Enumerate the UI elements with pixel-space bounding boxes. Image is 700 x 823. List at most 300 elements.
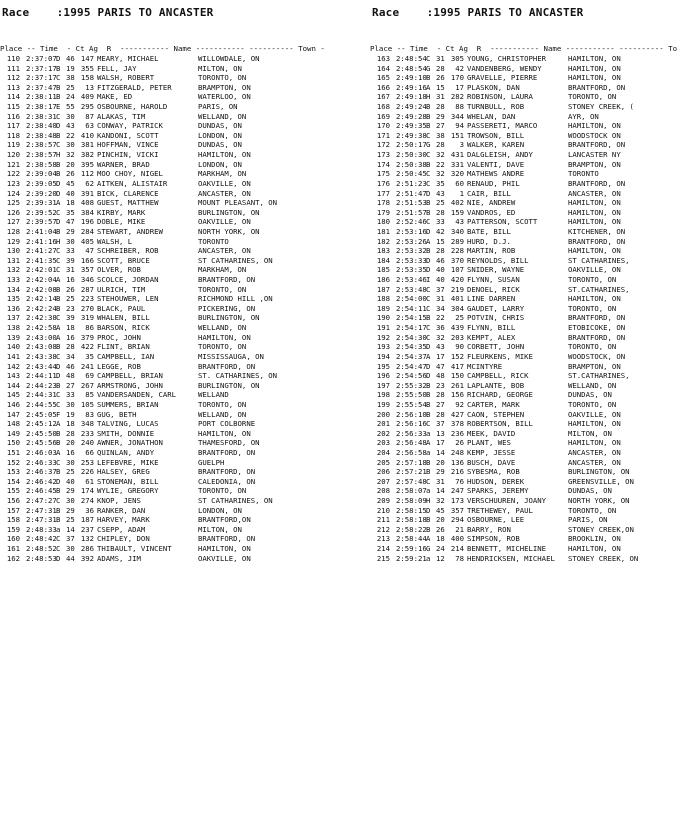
- cell-place: 131: [6, 255, 20, 265]
- cell-ct: I: [426, 275, 431, 285]
- cell-time: 2:42:24: [26, 303, 57, 313]
- cell-name: FELL, JAY: [97, 63, 137, 73]
- cell-time: 2:38:31: [26, 111, 57, 121]
- cell-place: 145: [6, 390, 20, 400]
- cell-time: 2:38:57: [26, 140, 57, 150]
- cell-ct: G: [426, 140, 431, 150]
- cell-ct: C: [426, 323, 431, 333]
- cell-time: 2:39:20: [26, 188, 57, 198]
- cell-place: 137: [6, 313, 20, 323]
- cell-bib: 305: [450, 54, 464, 63]
- cell-name: KNOP, JENS: [97, 496, 141, 506]
- cell-bib: 158: [80, 73, 94, 83]
- cell-town: WELLAND: [198, 390, 229, 400]
- cell-name: QUINLAN, ANDY: [97, 447, 155, 457]
- cell-time: 2:43:08: [26, 342, 57, 352]
- cell-ag: 40: [436, 265, 445, 275]
- cell-time: 2:55:54: [396, 399, 427, 409]
- cell-ag: 25: [66, 467, 75, 477]
- cell-ct: D: [426, 265, 431, 275]
- cell-name: WHALEN, BILL: [97, 313, 150, 323]
- cell-bib: 286: [80, 544, 94, 554]
- cell-name: MEEK, DAVID: [467, 428, 516, 438]
- cell-ag: 30: [66, 236, 75, 246]
- cell-place: 189: [376, 303, 390, 313]
- cell-ag: 23: [436, 380, 445, 390]
- cell-bib: 42: [455, 63, 464, 73]
- cell-bib: 261: [450, 380, 464, 390]
- cell-town: WATERLOO, ON: [198, 92, 251, 102]
- cell-name: MEARY, MICHAEL: [97, 54, 159, 63]
- cell-bib: 391: [80, 188, 94, 198]
- cell-bib: 66: [85, 447, 94, 457]
- cell-name: LEFEBVRE, MIKE: [97, 457, 159, 467]
- cell-place: 153: [6, 467, 20, 477]
- cell-ct: C: [56, 534, 61, 544]
- cell-bib: 25: [455, 313, 464, 323]
- cell-place: 157: [6, 505, 20, 515]
- cell-ct: C: [426, 419, 431, 429]
- cell-name: KEMP, JESSE: [467, 447, 516, 457]
- cell-name: MCINTYRE: [467, 361, 503, 371]
- cell-ct: B: [426, 457, 431, 467]
- cell-place: 138: [6, 323, 20, 333]
- cell-town: OAKVILLE, ON: [198, 217, 251, 227]
- cell-ct: D: [56, 361, 61, 371]
- cell-bib: 370: [450, 255, 464, 265]
- cell-name: PATTERSON, SCOTT: [467, 217, 538, 227]
- cell-time: 2:58:18: [396, 515, 427, 525]
- cell-ct: C: [426, 169, 431, 179]
- cell-name: KIRBY, MARK: [97, 207, 146, 217]
- cell-town: DUNDAS, ON: [568, 486, 612, 496]
- cell-ct: D: [426, 226, 431, 236]
- cell-ct: D: [426, 505, 431, 515]
- cell-name: TROWSON, BILL: [467, 130, 525, 140]
- cell-bib: 87: [85, 111, 94, 121]
- cell-time: 2:49:16: [396, 82, 427, 92]
- cell-ag: 18: [66, 323, 75, 333]
- cell-time: 2:44:11: [26, 371, 57, 381]
- cell-bib: 340: [450, 226, 464, 236]
- cell-town: BURLINGTON, ON: [198, 313, 260, 323]
- cell-bib: 94: [455, 121, 464, 131]
- cell-ag: 48: [436, 371, 445, 381]
- cell-time: 2:43:44: [26, 361, 57, 371]
- cell-time: 2:49:24: [396, 102, 427, 112]
- cell-ct: C: [426, 150, 431, 160]
- cell-bib: 83: [85, 409, 94, 419]
- cell-ct: D: [56, 476, 61, 486]
- cell-time: 2:38:40: [26, 121, 57, 131]
- cell-name: STEHOUWER, LEN: [97, 294, 159, 304]
- cell-ag: 26: [66, 169, 75, 179]
- cell-time: 2:42:38: [26, 313, 57, 323]
- cell-bib: 78: [455, 553, 464, 563]
- cell-town: NORTH YORK, ON: [568, 496, 630, 506]
- cell-time: 2:37:47: [26, 82, 57, 92]
- cell-bib: 409: [80, 92, 94, 102]
- cell-name: MATHEWS ANDRE: [467, 169, 525, 179]
- cell-time: 2:44:31: [26, 390, 57, 400]
- cell-bib: 400: [450, 534, 464, 544]
- cell-ct: D: [426, 255, 431, 265]
- cell-ct: C: [426, 476, 431, 486]
- cell-ag: 31: [66, 265, 75, 275]
- cell-time: 2:51:23: [396, 178, 427, 188]
- cell-town: TORONTO, ON: [568, 342, 617, 352]
- cell-time: 2:42:08: [26, 284, 57, 294]
- cell-name: LEGGE, ROB: [97, 361, 141, 371]
- cell-place: 187: [376, 284, 390, 294]
- cell-time: 2:50:38: [396, 159, 427, 169]
- cell-ag: 32: [436, 332, 445, 342]
- cell-place: 120: [6, 150, 20, 160]
- cell-place: 130: [6, 246, 20, 256]
- cell-name: GRAVELLE, PIERRE: [467, 73, 538, 83]
- cell-town: ANCASTER, ON: [568, 188, 621, 198]
- cell-town: TORONTO: [568, 169, 599, 179]
- cell-place: 212: [376, 524, 390, 534]
- cell-place: 168: [376, 102, 390, 112]
- cell-bib: 402: [450, 198, 464, 208]
- cell-ct: A: [426, 438, 431, 448]
- cell-name: HARVEY, MARK: [97, 515, 150, 525]
- cell-town: TORONTO: [198, 236, 229, 246]
- cell-bib: 17: [455, 82, 464, 92]
- cell-bib: 216: [450, 467, 464, 477]
- cell-bib: 136: [450, 457, 464, 467]
- cell-name: ADAMS, JIM: [97, 553, 141, 563]
- cell-place: 156: [6, 496, 20, 506]
- cell-ct: A: [56, 447, 61, 457]
- cell-place: 118: [6, 130, 20, 140]
- cell-place: 184: [376, 255, 390, 265]
- cell-ag: 31: [436, 476, 445, 486]
- cell-bib: 267: [80, 380, 94, 390]
- cell-town: BURLINGTON, ON: [198, 207, 260, 217]
- cell-place: 206: [376, 467, 390, 477]
- cell-town: TORONTO, ON: [568, 303, 617, 313]
- cell-place: 177: [376, 188, 390, 198]
- cell-place: 165: [376, 73, 390, 83]
- cell-name: DALGLEISH, ANDY: [467, 150, 533, 160]
- cell-ag: 16: [66, 332, 75, 342]
- cell-ag: 40: [436, 275, 445, 285]
- cell-bib: 422: [80, 342, 94, 352]
- cell-bib: 282: [450, 92, 464, 102]
- cell-time: 2:41:16: [26, 236, 57, 246]
- cell-ct: B: [56, 169, 61, 179]
- race-title: Race :1995 PARIS TO ANCASTER: [372, 6, 584, 19]
- cell-town: STONEY CREEK, ON: [568, 553, 639, 563]
- cell-place: 132: [6, 265, 20, 275]
- cell-ct: B: [56, 342, 61, 352]
- cell-ct: C: [56, 207, 61, 217]
- cell-time: 2:39:52: [26, 207, 57, 217]
- cell-ct: B: [426, 409, 431, 419]
- cell-place: 135: [6, 294, 20, 304]
- cell-ct: B: [56, 226, 61, 236]
- cell-ag: 40: [66, 188, 75, 198]
- cell-bib: 405: [80, 236, 94, 246]
- cell-town: BRANTFORD, ON: [198, 447, 256, 457]
- cell-ct: a: [426, 447, 431, 457]
- cell-time: 2:56:16: [396, 419, 427, 429]
- cell-ct: B: [56, 82, 61, 92]
- cell-ct: C: [56, 111, 61, 121]
- cell-ct: B: [426, 399, 431, 409]
- cell-name: VANDERSANDEN, CARL: [97, 390, 177, 400]
- cell-time: 2:51:47: [396, 188, 427, 198]
- cell-time: 2:48:53: [26, 553, 57, 563]
- cell-time: 2:49:35: [396, 121, 427, 131]
- cell-ct: C: [426, 303, 431, 313]
- cell-time: 2:38:17: [26, 102, 57, 112]
- cell-bib: 233: [80, 428, 94, 438]
- cell-ag: 28: [66, 342, 75, 352]
- cell-time: 2:54:17: [396, 323, 427, 333]
- cell-ct: C: [426, 217, 431, 227]
- cell-ag: 30: [66, 111, 75, 121]
- cell-town: BRANTFORD, ON: [198, 534, 256, 544]
- cell-town: HAMILTON, ON: [568, 198, 621, 208]
- cell-ct: D: [426, 188, 431, 198]
- cell-name: FITZGERALD, PETER: [97, 82, 172, 92]
- cell-ct: B: [426, 111, 431, 121]
- cell-town: HAMILTON, ON: [568, 438, 621, 448]
- cell-bib: 112: [80, 169, 94, 179]
- cell-town: THAMESFORD, ON: [198, 438, 260, 448]
- cell-place: 127: [6, 217, 20, 227]
- cell-town: BRANTFORD, ON: [568, 82, 626, 92]
- cell-name: MAKE, ED: [97, 92, 133, 102]
- cell-ag: 14: [66, 524, 75, 534]
- cell-bib: 295: [80, 102, 94, 112]
- cell-ag: 26: [436, 524, 445, 534]
- cell-name: HUDSON, DEREK: [467, 476, 525, 486]
- cell-ct: C: [426, 294, 431, 304]
- cell-town: WOODSTOCK, ON: [568, 351, 626, 361]
- cell-place: 123: [6, 178, 20, 188]
- cell-ag: 29: [66, 486, 75, 496]
- cell-town: ANCASTER, ON: [568, 447, 621, 457]
- cell-time: 2:48:33: [26, 524, 57, 534]
- cell-town: MISSISSAUGA, ON: [198, 351, 264, 361]
- cell-ag: 45: [436, 505, 445, 515]
- cell-time: 2:53:26: [396, 236, 427, 246]
- cell-bib: 219: [450, 284, 464, 294]
- cell-ag: 16: [66, 447, 75, 457]
- cell-place: 128: [6, 226, 20, 236]
- cell-ag: 30: [66, 544, 75, 554]
- cell-name: PINCHIN, VICKI: [97, 150, 159, 160]
- cell-town: STONEY CREEK,ON: [568, 524, 634, 534]
- cell-ct: C: [56, 457, 61, 467]
- cell-ag: 39: [66, 255, 75, 265]
- cell-ag: 31: [436, 92, 445, 102]
- cell-time: 2:53:35: [396, 265, 427, 275]
- cell-ct: A: [56, 332, 61, 342]
- cell-ct: a: [426, 553, 431, 563]
- cell-name: DENOEL, RICK: [467, 284, 520, 294]
- cell-place: 126: [6, 207, 20, 217]
- cell-place: 117: [6, 121, 20, 131]
- cell-ct: B: [56, 380, 61, 390]
- cell-ag: 17: [436, 351, 445, 361]
- cell-name: BENNETT, MICHELINE: [467, 544, 547, 554]
- cell-place: 210: [376, 505, 390, 515]
- cell-ag: 28: [436, 246, 445, 256]
- cell-ct: B: [426, 246, 431, 256]
- cell-ag: 25: [66, 294, 75, 304]
- cell-time: 2:39:04: [26, 169, 57, 179]
- cell-place: 111: [6, 63, 20, 73]
- cell-town: LANCASTER NY: [568, 150, 621, 160]
- cell-place: 201: [376, 419, 390, 429]
- cell-place: 114: [6, 92, 20, 102]
- cell-place: 183: [376, 246, 390, 256]
- cell-ct: B: [426, 159, 431, 169]
- cell-bib: 88: [455, 102, 464, 112]
- cell-place: 175: [376, 169, 390, 179]
- cell-name: ROBERTSON, BILL: [467, 419, 533, 429]
- cell-town: WOODSTOCK ON: [568, 130, 621, 140]
- cell-town: BRAMPTON, ON: [568, 159, 621, 169]
- cell-time: 2:50:45: [396, 169, 427, 179]
- results-page-right: [350, 0, 700, 823]
- cell-town: PARIS, ON: [568, 515, 608, 525]
- cell-time: 2:53:32: [396, 246, 427, 256]
- cell-name: POTVIN, CHRIS: [467, 313, 525, 323]
- cell-town: BURLINGTON, ON: [568, 467, 630, 477]
- cell-name: OSBOURNE, LEE: [467, 515, 525, 525]
- cell-time: 2:49:10: [396, 73, 427, 83]
- cell-place: 122: [6, 169, 20, 179]
- cell-name: WYLIE, GREGORY: [97, 486, 159, 496]
- cell-time: 2:58:15: [396, 505, 427, 515]
- cell-ag: 30: [66, 140, 75, 150]
- cell-place: 182: [376, 236, 390, 246]
- cell-bib: 47: [85, 246, 94, 256]
- cell-ct: E: [56, 102, 61, 112]
- cell-place: 213: [376, 534, 390, 544]
- cell-name: WALSH, ROBERT: [97, 73, 155, 83]
- cell-name: CAMPBELL, RICK: [467, 371, 529, 381]
- cell-ct: a: [426, 486, 431, 496]
- cell-time: 2:51:57: [396, 207, 427, 217]
- cell-town: TORONTO, ON: [198, 342, 247, 352]
- cell-time: 2:57:48: [396, 476, 427, 486]
- cell-name: WHELAN, DAN: [467, 111, 516, 121]
- cell-time: 2:48:54: [396, 63, 427, 73]
- cell-ct: B: [426, 467, 431, 477]
- cell-ct: B: [56, 63, 61, 73]
- cell-time: 2:39:31: [26, 198, 57, 208]
- cell-place: 191: [376, 323, 390, 333]
- cell-ct: A: [56, 275, 61, 285]
- cell-ct: D: [56, 371, 61, 381]
- cell-town: PORT COLBORNE: [198, 419, 256, 429]
- cell-time: 2:54:00: [396, 294, 427, 304]
- cell-place: 200: [376, 409, 390, 419]
- cell-time: 2:53:46: [396, 275, 427, 285]
- cell-time: 2:43:38: [26, 351, 57, 361]
- cell-time: 2:46:45: [26, 486, 57, 496]
- cell-bib: 287: [80, 284, 94, 294]
- cell-ag: 29: [66, 505, 75, 515]
- cell-time: 2:41:04: [26, 226, 57, 236]
- cell-place: 139: [6, 332, 20, 342]
- cell-place: 167: [376, 92, 390, 102]
- cell-town: HAMILTON, ON: [198, 150, 251, 160]
- cell-ag: 22: [436, 313, 445, 323]
- cell-ct: A: [426, 534, 431, 544]
- cell-bib: 203: [450, 332, 464, 342]
- cell-ct: B: [426, 515, 431, 525]
- cell-time: 2:37:17: [26, 73, 57, 83]
- cell-ag: 28: [436, 390, 445, 400]
- cell-ag: 24: [66, 92, 75, 102]
- cell-bib: 346: [80, 275, 94, 285]
- cell-ct: A: [426, 351, 431, 361]
- cell-ag: 19: [66, 409, 75, 419]
- cell-time: 2:56:48: [396, 438, 427, 448]
- cell-town: ST.CATHARINES,: [568, 371, 630, 381]
- cell-ct: B: [56, 294, 61, 304]
- cell-place: 199: [376, 399, 390, 409]
- cell-time: 2:51:53: [396, 198, 427, 208]
- cell-town: BRANTFORD, ON: [568, 332, 626, 342]
- cell-place: 180: [376, 217, 390, 227]
- cell-ag: 34: [66, 351, 75, 361]
- cell-name: VANDROS, ED: [467, 207, 516, 217]
- cell-time: 2:42:04: [26, 275, 57, 285]
- cell-town: OAKVILLE, ON: [198, 553, 251, 563]
- cell-ag: 20: [436, 515, 445, 525]
- cell-bib: 355: [80, 63, 94, 73]
- cell-bib: 319: [80, 313, 94, 323]
- cell-place: 141: [6, 351, 20, 361]
- cell-place: 152: [6, 457, 20, 467]
- cell-town: BRANTFORD, ON: [198, 467, 256, 477]
- cell-bib: 196: [80, 217, 94, 227]
- cell-name: GAUDET, LARRY: [467, 303, 525, 313]
- cell-town: MARKHAM, ON: [198, 265, 247, 275]
- cell-place: 116: [6, 111, 20, 121]
- cell-ct: H: [426, 496, 431, 506]
- cell-town: PICKERING, ON: [198, 303, 256, 313]
- cell-name: BUSCH, DAVE: [467, 457, 516, 467]
- cell-time: 2:42:14: [26, 294, 57, 304]
- cell-name: HALSEY, GREG: [97, 467, 150, 477]
- cell-name: KEMPT, ALEX: [467, 332, 516, 342]
- cell-name: ARMSTRONG, JOHN: [97, 380, 163, 390]
- cell-name: DOBLE, MIKE: [97, 217, 146, 227]
- cell-ct: D: [426, 342, 431, 352]
- cell-bib: 289: [450, 236, 464, 246]
- cell-time: 2:59:16: [396, 544, 427, 554]
- cell-place: 164: [376, 63, 390, 73]
- cell-town: HAMILTON, ON: [198, 428, 251, 438]
- cell-place: 140: [6, 342, 20, 352]
- cell-bib: 395: [80, 159, 94, 169]
- cell-town: TORONTO, ON: [198, 73, 247, 83]
- cell-town: TORONTO, ON: [568, 505, 617, 515]
- cell-time: 2:53:33: [396, 255, 427, 265]
- cell-ct: C: [56, 73, 61, 83]
- cell-bib: 174: [80, 486, 94, 496]
